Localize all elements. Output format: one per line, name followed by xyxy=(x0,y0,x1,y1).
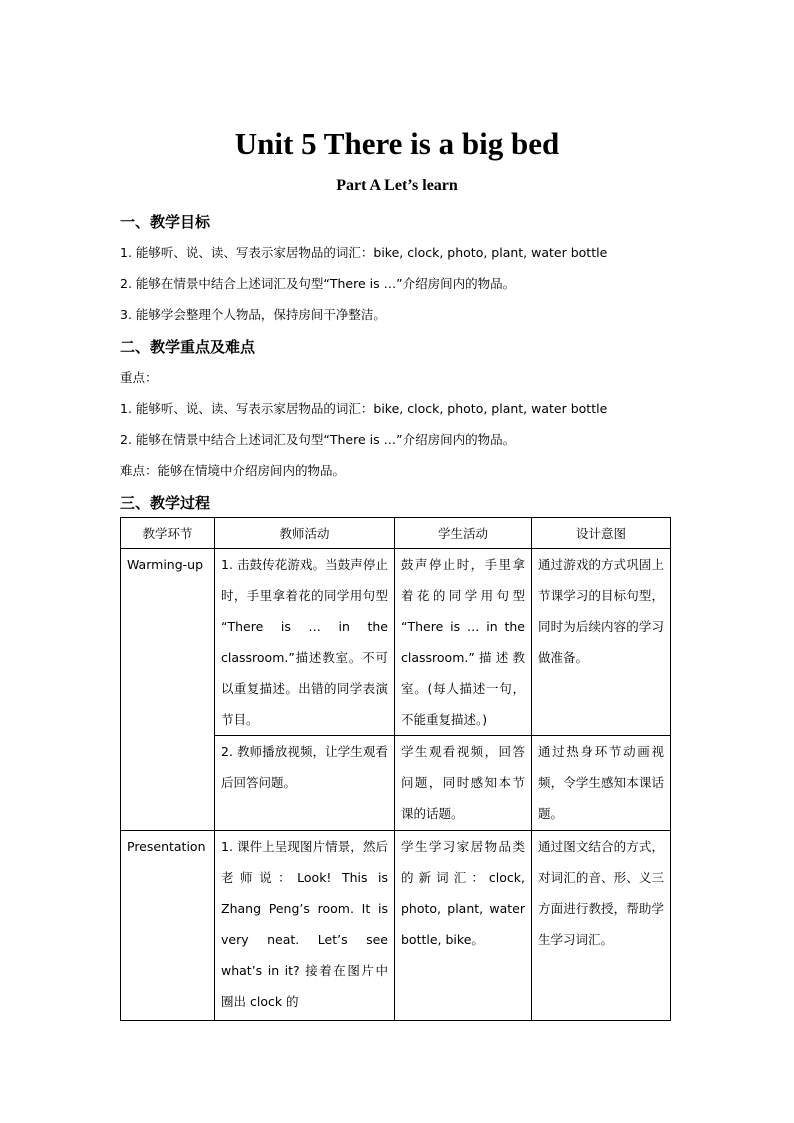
student-activity-cell: 学生观看视频，回答问题，同时感知本节课的话题。 xyxy=(395,736,532,831)
focus-label: 重点： xyxy=(120,370,158,385)
student-activity-cell: 鼓声停止时，手里拿着花的同学用句型 “There is … in the classroom.”描述教室。(每人描述一句，不能重复描述。) xyxy=(395,549,532,736)
design-purpose-cell: 通过游戏的方式巩固上节课学习的目标句型，同时为后续内容的学习做准备。 xyxy=(532,549,671,736)
key-points-heading: 二、教学重点及难点 xyxy=(120,338,256,356)
student-activity-cell: 学生学习家居物品类的新词汇：clock, photo, plant, water bottle, bike。 xyxy=(395,831,532,1021)
document-title: Unit 5 There is a big bed xyxy=(234,126,560,161)
header-design-purpose: 设计意图 xyxy=(532,518,671,549)
table-header-row xyxy=(121,518,671,549)
design-purpose-cell: 通过热身环节动画视频，令学生感知本课话题。 xyxy=(532,736,671,831)
focus-item: 1. 能够听、说、读、写表示家居物品的词汇：bike, clock, photo, plant, water bottle xyxy=(120,401,608,416)
objectives-heading: 一、教学目标 xyxy=(120,213,211,231)
stage-cell: Presentation xyxy=(121,831,215,1021)
teaching-process-table xyxy=(120,517,671,1021)
table-row xyxy=(121,549,671,736)
table-row xyxy=(121,831,671,1021)
design-purpose-cell: 通过图文结合的方式，对词汇的音、形、义三方面进行教授，帮助学生学习词汇。 xyxy=(532,831,671,1021)
header-stage: 教学环节 xyxy=(121,518,215,549)
difficulty-text: 难点：能够在情境中介绍房间内的物品。 xyxy=(120,463,346,478)
header-teacher-activity: 教师活动 xyxy=(215,518,395,549)
objective-item: 1. 能够听、说、读、写表示家居物品的词汇：bike, clock, photo, plant, water bottle xyxy=(120,245,608,260)
stage-cell: Warming-up xyxy=(121,549,215,831)
teacher-activity-cell: 1. 击鼓传花游戏。当鼓声停止时，手里拿着花的同学用句型 “There is … in the classroom.”描述教室。不可以重复描述。出错的同学表演节目。 xyxy=(215,549,395,736)
document-subtitle: Part A Let’s learn xyxy=(336,177,458,194)
objective-item: 2. 能够在情景中结合上述词汇及句型“There is …”介绍房间内的物品。 xyxy=(120,276,516,291)
teacher-activity-cell: 2. 教师播放视频，让学生观看后回答问题。 xyxy=(215,736,395,831)
process-heading: 三、教学过程 xyxy=(120,494,211,512)
objective-item: 3. 能够学会整理个人物品，保持房间干净整洁。 xyxy=(120,307,386,322)
teacher-activity-cell: 1. 课件上呈现图片情景，然后老师说：Look! This is Zhang Peng’s room. It is very neat. Let’s see what’s in it? 接着在图片中圈出 clock 的 xyxy=(215,831,395,1021)
focus-item: 2. 能够在情景中结合上述词汇及句型“There is …”介绍房间内的物品。 xyxy=(120,432,516,447)
header-student-activity: 学生活动 xyxy=(395,518,532,549)
